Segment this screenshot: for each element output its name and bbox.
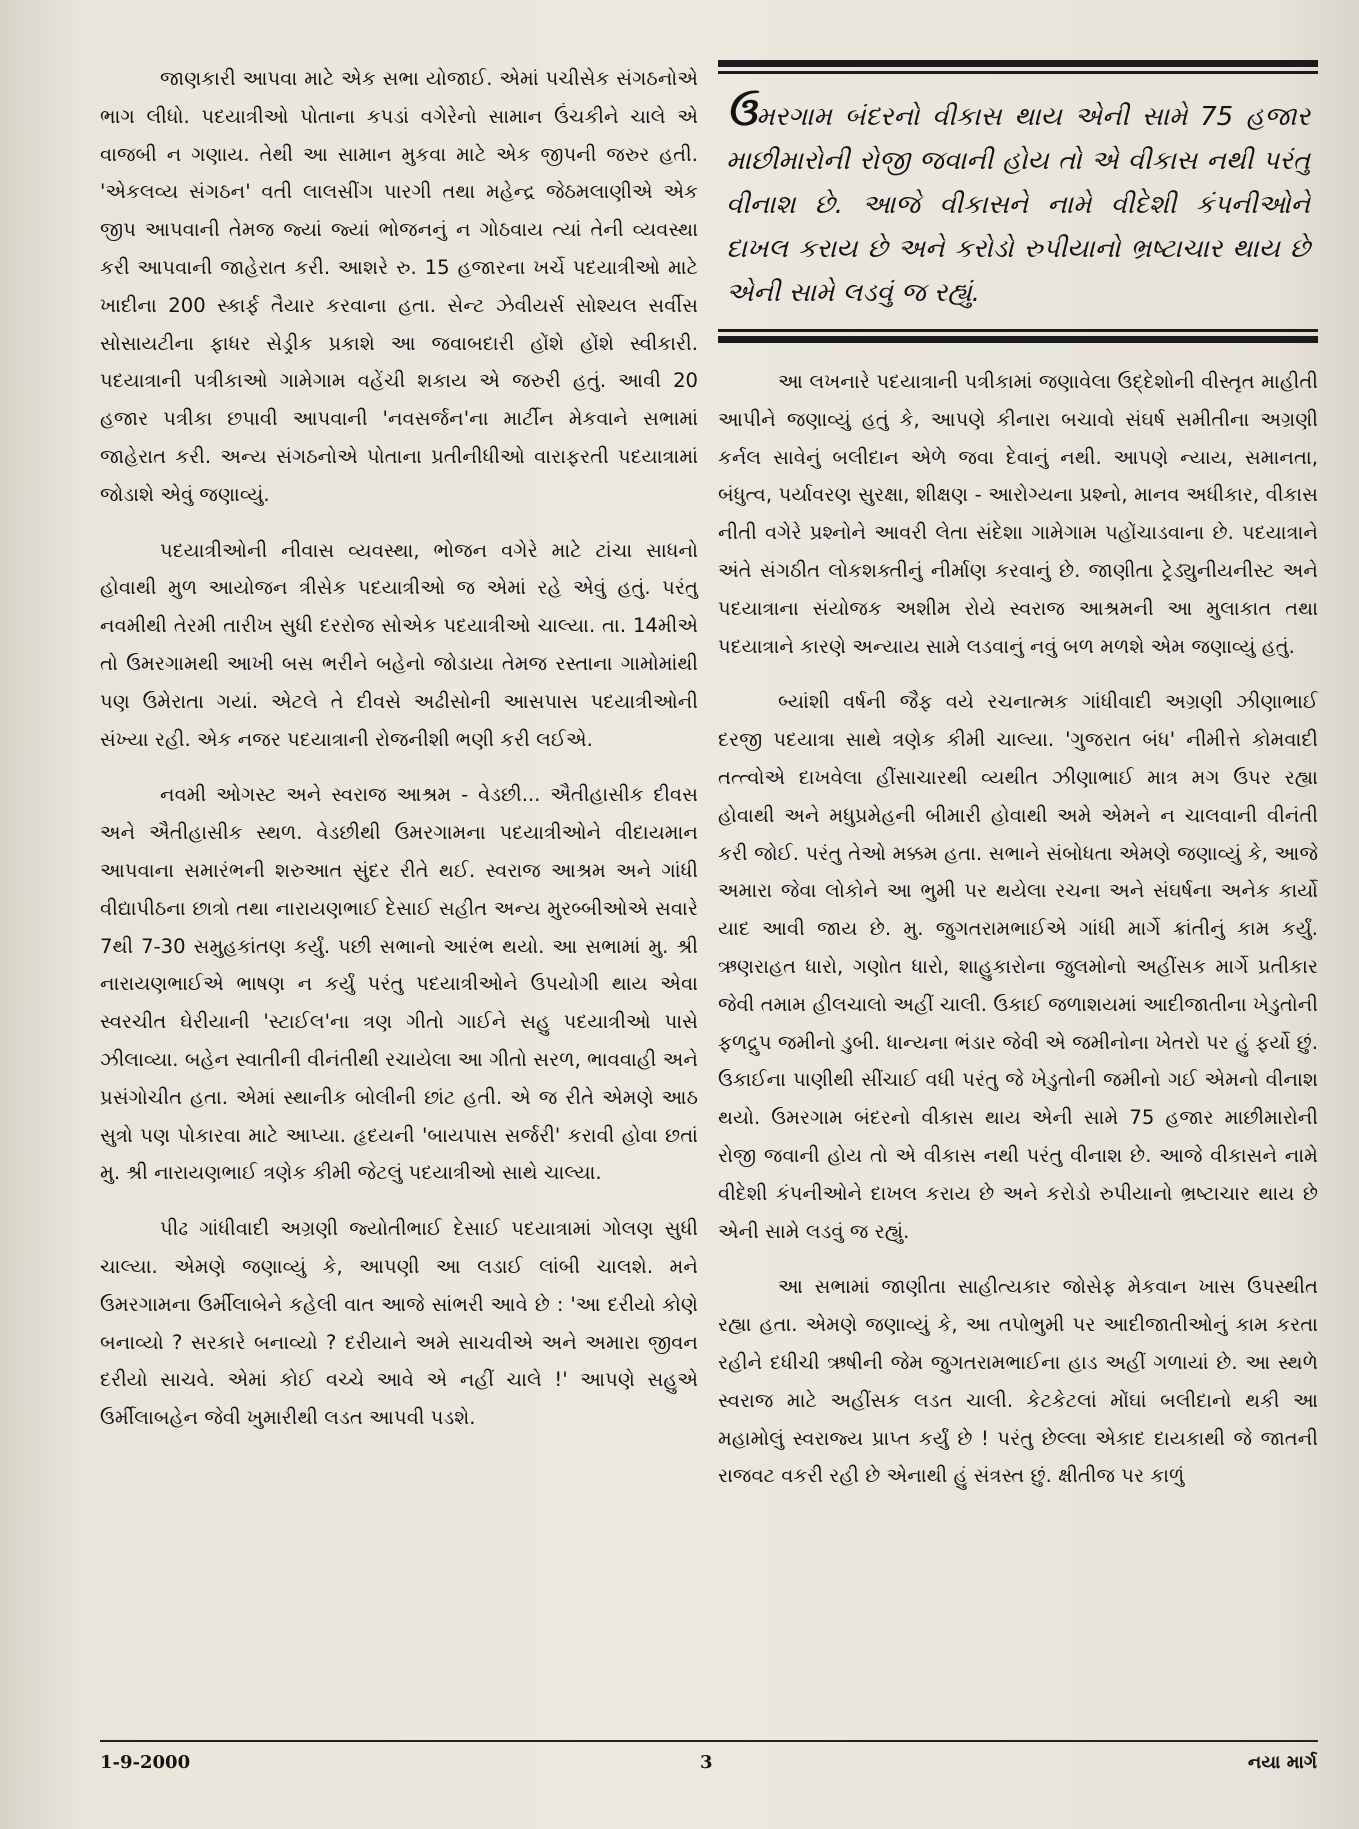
- pullquote-bottom-rule-thin: [718, 329, 1318, 332]
- issue-date: 1-9-2000: [100, 1752, 191, 1773]
- article-paragraph: નવમી ઓગસ્ટ અને સ્વરાજ આશ્રમ - વેડછી... ઐતીહાસીક દીવસ અને ઐતીહાસીક સ્થળ. વેડછીથી ઉમરગામના પદયાત્રીઓને વીદાયમાન આપવાના સમારંભની શરુઆત સુંદર રીતે થઈ. સ્વરાજ આશ્રમ અને ગાંધી વીદ્યાપીઠના છાત્રો તથા નારાયણભાઈ દેસાઈ સહીત અન્ય મુરબ્બીઓએ સવારે 7થી 7-30 સમુહકાંતણ કર્યું. પછી સભાનો આરંભ થયો. આ સભામાં મુ. શ્રી નારાયણભાઈએ ભાષણ ન કર્યું પરંતુ પદયાત્રીઓને ઉપયોગી થાય એવા સ્વરચીત ઘેરીયાની 'સ્ટાઈલ'ના ત્રણ ગીતો ગાઈને સહુ પદયાત્રીઓ પાસે ઝીલાવ્યા. બહેન સ્વાતીની વીનંતીથી રચાયેલા આ ગીતો સરળ, ભાવવાહી અને પ્રસંગોચીત હતા. એમાં સ્થાનીક બોલીની છાંટ હતી. એ જ રીતે એમણે આઠ સુત્રો પણ પોકારવા માટે આપ્યા. હૃદયની 'બાયપાસ સર્જરી' કરાવી હોવા છતાં મુ. શ્રી નારાયણભાઈ ત્રણેક કીમી જેટલું પદયાત્રીઓ સાથે ચાલ્યા.: [100, 783, 698, 1185]
- right-column: [718, 60, 1318, 1513]
- page-number: 3: [700, 1752, 713, 1773]
- article-paragraph: બ્યાંશી વર્ષની જૈફ વયે રચનાત્મક ગાંધીવાદી અગ્રણી ઝીણાભાઈ દરજી પદયાત્રા સાથે ત્રણેક કીમી ચાલ્યા. 'ગુજરાત બંધ' નીમીત્તે કોમવાદી તત્ત્વોએ દાખવેલા હીંસાચારથી વ્યથીત ઝીણાભાઈ માત્ર મગ ઉપર રહ્યા હોવાથી અને મધુપ્રમેહની બીમારી હોવાથી અમે એમને ન ચાલવાની વીનંતી કરી જોઈ. પરંતુ તેઓ મક્કમ હતા. સભાને સંબોધતા એમણે જણાવ્યું કે, આજે અમારા જેવા લોકોને આ ભુમી પર થયેલા રચના અને સંઘર્ષના અનેક કાર્યો યાદ આવી જાય છે. મુ. જુગતરામભાઈએ ગાંધી માર્ગે ક્રાંતીનું કામ કર્યું. ઋણરાહત ધારો, ગણોત ધારો, શાહુકારોના જુલમોનો અહીંસક માર્ગે પ્રતીકાર જેવી તમામ હીલચાલો અહીં ચાલી. ઉકાઈ જળાશયમાં આદીજાતીના ખેડુતોની ફળદ્રુપ જમીનો ડુબી. ધાન્યના ભંડાર જેવી એ જમીનોના ખેતરો પર હું ફર્યો છું. ઉકાઈના પાણીથી સીંચાઈ વધી પરંતુ જે ખેડુતોની જમીનો ગઈ એમનો વીનાશ થયો. ઉમરગામ બંદરનો વીકાસ થાય એની સામે 75 હજાર માછીમારોની રોજી જવાની હોય તો એ વીકાસ નથી પરંતુ વીનાશ છે. આજે વીકાસને નામે વીદેશી કંપનીઓને દાખલ કરાય છે અને કરોડો રુપીયાનો ભ્રષ્ટાચાર થાય છે એની સામે લડવું જ રહ્યું.: [718, 690, 1318, 1243]
- article-paragraph: આ સભામાં જાણીતા સાહીત્યકાર જોસેફ મેકવાન ખાસ ઉપસ્થીત રહ્યા હતા. એમણે જણાવ્યું કે, આ તપોભુમી પર આદીજાતીઓનું કામ કરતા રહીને દધીચી ઋષીની જેમ જુગતરામભાઈના હાડ અહીં ગળાયાં છે. આ સ્થળે સ્વરાજ માટે અહીંસક લડત ચાલી. કેટકેટલાં મોંઘાં બલીદાનો થકી આ મહામોલું સ્વરાજ્ય પ્રાપ્ત કર્યું છે ! પરંતુ છેલ્લા એકાદ દાયકાથી જે જાતની રાજવટ વકરી રહી છે એનાથી હું સંત્રસ્ત છું. ક્ષીતીજ પર કાળું: [718, 1275, 1318, 1488]
- article-paragraph: જાણકારી આપવા માટે એક સભા યોજાઈ. એમાં પચીસેક સંગઠનોએ ભાગ લીધો. પદયાત્રીઓ પોતાના કપડાં વગેરેનો સામાન ઉંચકીને ચાલે એ વાજબી ન ગણાય. તેથી આ સામાન મુકવા માટે એક જીપની જરુર હતી. 'એકલવ્ય સંગઠન' વતી લાલસીંગ પારગી તથા મહેન્દ્ર જેઠમલાણીએ એક જીપ આપવાની તેમજ જ્યાં જ્યાં ભોજનનું ન ગોઠવાય ત્યાં તેની વ્યવસ્થા કરી આપવાની જાહેરાત કરી. આશરે રુ. 15 હજારના ખર્ચે પદયાત્રીઓ માટે ખાદીના 200 સ્કાર્ફ તૈયાર કરવાના હતા. સેન્ટ ઝેવીયર્સ સોશ્યલ સર્વીસ સોસાયટીના ફાધર સેડ્રીક પ્રકાશે આ જવાબદારી હોંશે હોંશે સ્વીકારી. પદયાત્રાની પત્રીકાઓ ગામેગામ વહેંચી શકાય એ જરુરી હતું. આવી 20 હજાર પત્રીકા છપાવી આપવાની 'નવસર્જન'ના માર્ટીન મેકવાને સભામાં જાહેરાત કરી. અન્ય સંગઠનોએ પોતાના પ્રતીનીધીઓ વારાફરતી પદયાત્રામાં જોડાશે એવું જણાવ્યું.: [100, 67, 698, 506]
- publication-name: નયા માર્ગ: [1247, 1752, 1317, 1773]
- article-paragraph: આ લખનારે પદયાત્રાની પત્રીકામાં જણાવેલા ઉદ્દેશોની વીસ્તૃત માહીતી આપીને જણાવ્યું હતું કે, આપણે કીનારા બચાવો સંઘર્ષ સમીતીના અગ્રણી કર્નલ સાવેનું બલીદાન એળે જવા દેવાનું નથી. આપણે ન્યાય, સમાનતા, બંધુત્વ, પર્યાવરણ સુરક્ષા, શીક્ષણ - આરોગ્યના પ્રશ્નો, માનવ અધીકાર, વીકાસ નીતી વગેરે પ્રશ્નોને આવરી લેતા સંદેશા ગામેગામ પહોંચાડવાના છે. પદયાત્રાને અંતે સંગઠીત લોકશક્તીનું નીર્માણ કરવાનું છે. જાણીતા ટ્રેડ્યુનીયનીસ્ટ અને પદયાત્રાના સંયોજક અશીમ રોયે સ્વરાજ આશ્રમની આ મુલાકાત તથા પદયાત્રાને કારણે અન્યાય સામે લડવાનું નવું બળ મળશે એમ જણાવ્યું હતું.: [718, 370, 1318, 658]
- pullquote-text: મરગામ બંદરનો વીકાસ થાય એની સામે 75 હજાર માછીમારોની રોજી જવાની હોય તો એ વીકાસ નથી પરંતુ વીનાશ છે. આજે વીકાસને નામે વીદેશી કંપનીઓને દાખલ કરાય છે અને કરોડો રુપીયાનો ભ્રષ્ટાચાર થાય છે એની સામે લડવું જ રહ્યું.: [726, 102, 1310, 308]
- left-column: [100, 60, 698, 1455]
- footer-rule: [100, 1740, 1318, 1742]
- pullquote-drop-cap: ઉ: [726, 89, 757, 135]
- pullquote-bottom-rule: [718, 336, 1318, 343]
- pullquote-box: [718, 60, 1318, 343]
- article-paragraph: પીઢ ગાંધીવાદી અગ્રણી જ્યોતીભાઈ દેસાઈ પદયાત્રામાં ગોલણ સુધી ચાલ્યા. એમણે જણાવ્યું કે, આપણી આ લડાઈ લાંબી ચાલશે. મને ઉમરગામના ઉર્મીલાબેને કહેલી વાત આજે સાંભરી આવે છે : 'આ દરીયો કોણે બનાવ્યો ? સરકારે બનાવ્યો ? દરીયાને અમે સાચવીએ અને અમારા જીવન દરીયો સાચવે. એમાં કોઈ વચ્ચે આવે એ નહીં ચાલે !' આપણે સહુએ ઉર્મીલાબહેન જેવી ખુમારીથી લડત આપવી પડશે.: [100, 1217, 698, 1430]
- pullquote-top-rule: [718, 60, 1318, 67]
- pullquote: [718, 74, 1318, 325]
- article-paragraph: પદયાત્રીઓની નીવાસ વ્યવસ્થા, ભોજન વગેરે માટે ટાંચા સાધનો હોવાથી મુળ આયોજન ત્રીસેક પદયાત્રીઓ જ એમાં રહે એવું હતું. પરંતુ નવમીથી તેરમી તારીખ સુધી દરરોજ સોએક પદયાત્રીઓ ચાલ્યા. તા. 14મીએ તો ઉમરગામથી આખી બસ ભરીને બહેનો જોડાયા તેમજ રસ્તાના ગામોમાંથી પણ ઉમેરાતા ગયાં. એટલે તે દીવસે અઢીસોની આસપાસ પદયાત્રીઓની સંખ્યા રહી. એક નજર પદયાત્રાની રોજનીશી ભણી કરી લઈએ.: [100, 538, 698, 751]
